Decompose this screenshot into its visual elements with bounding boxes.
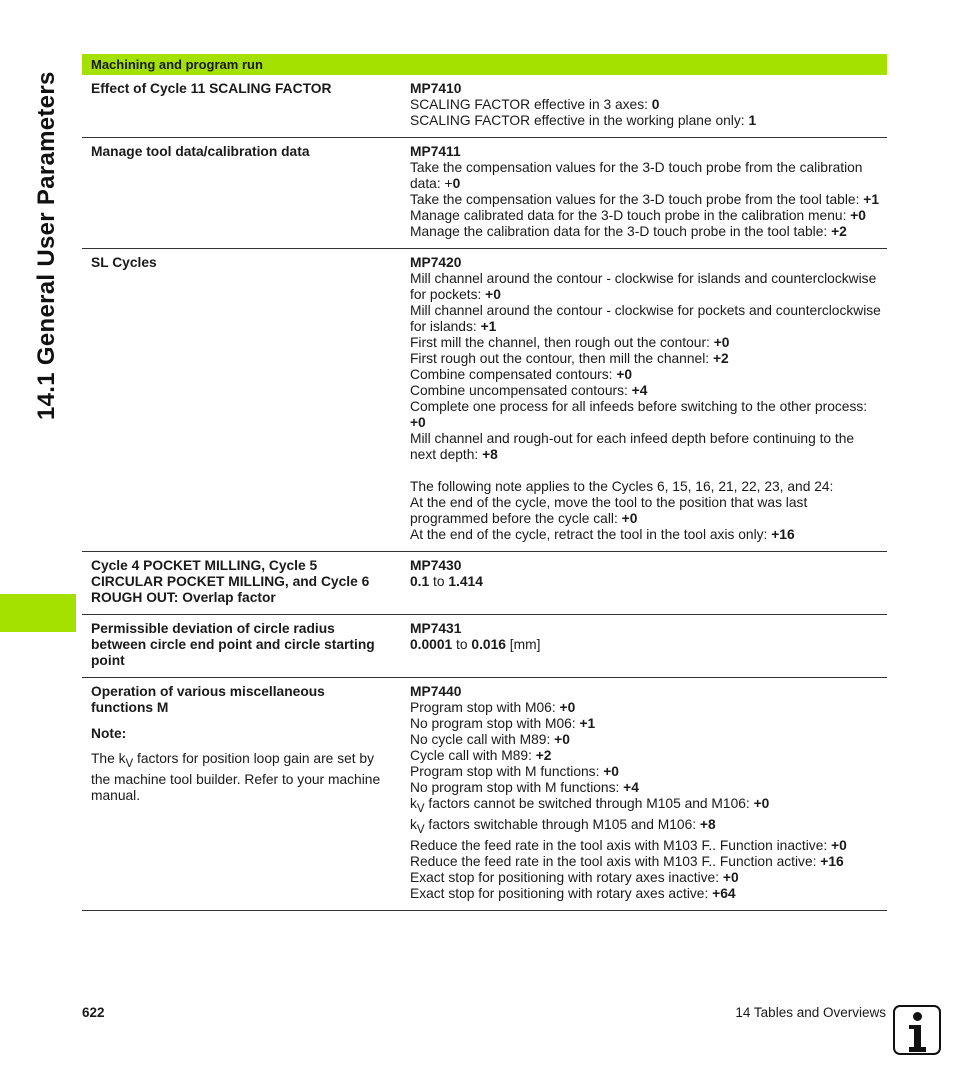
value-range: 0.0001 to 0.016 [mm] [410,637,541,652]
value-line: $k_V$ factors switchable through M105 and M106: +8 [410,816,716,836]
row-label: Manage tool data/calibration data [91,144,310,159]
value-line: No program stop with M06: +1 [410,716,596,731]
row-value [392,75,887,137]
note-title: Note: [91,726,127,741]
value-line: Exact stop for positioning with rotary axes inactive: +0 [410,869,739,885]
value-line: Program stop with M06: +0 [410,700,576,715]
table-row [82,615,887,678]
page-number: 622 [82,1005,105,1020]
row-value [392,138,887,248]
value-range: 0.1 to 1.414 [410,574,483,589]
value-line: Take the compensation values for the 3-D touch probe from the calibration data: +0 [410,160,863,191]
table-row [82,552,887,615]
value-line: First rough out the contour, then mill the channel: +2 [410,351,729,366]
value-line: SCALING FACTOR effective in 3 axes: 0 [410,97,660,112]
value-line: At the end of the cycle, retract the tool in the tool axis only: +16 [410,527,795,542]
table-header: Machining and program run [82,54,887,75]
chapter-side-title [30,50,64,420]
row-label: Permissible deviation of circle radius between circle end point and circle starting point [91,621,375,668]
row-label: Effect of Cycle 11 SCALING FACTOR [91,81,332,96]
value-line: Mill channel around the contour - clockwise for islands and counterclockwise for pockets: +0 [410,271,877,302]
note-text: The $k_V$ factors for position loop gain are set by the machine tool builder. Refer to your machine manual. [91,751,381,803]
info-icon [893,1005,941,1055]
table-row [82,249,887,552]
value-line: Complete one process for all infeeds before switching to the other process: +0 [410,399,868,430]
value-line: Mill channel and rough-out for each infeed depth before continuing to the next depth: +8 [410,431,855,462]
value-line: Reduce the feed rate in the tool axis with M103 F.. Function inactive: +0 [410,837,847,853]
value-line: No cycle call with M89: +0 [410,732,570,747]
value-line: $k_V$ factors cannot be switched through M105 and M106: +0 [410,796,770,815]
row-label-text: Operation of various miscellaneous functions M [91,684,325,715]
value-line: Manage the calibration data for the 3-D touch probe in the tool table: +2 [410,224,847,239]
row-label: SL Cycles [91,255,157,270]
row-value [392,249,887,551]
row-value [392,552,887,614]
value-line: Exact stop for positioning with rotary axes active: +64 [410,885,736,901]
machine-parameter-id: MP7440 [410,684,462,699]
row-value [392,615,887,677]
value-line: Program stop with M functions: +0 [410,764,619,779]
value-line: Mill channel around the contour - clockwise for pockets and counterclockwise for islands: +1 [410,303,881,334]
row-label [82,678,392,910]
chapter-tab-marker [0,594,76,632]
value-line: Combine uncompensated contours: +4 [410,383,648,398]
row-label: Cycle 4 POCKET MILLING, Cycle 5 CIRCULAR POCKET MILLING, and Cycle 6 ROUGH OUT: Overlap factor [91,558,370,605]
machine-parameter-id: MP7431 [410,621,462,636]
value-line: Combine compensated contours: +0 [410,367,633,382]
machine-parameter-id: MP7411 [410,144,461,159]
value-line: Cycle call with M89: +2 [410,748,552,763]
table-row [82,75,887,138]
machine-parameter-id: MP7430 [410,558,462,573]
value-line: No program stop with M functions: +4 [410,780,639,795]
footer-chapter-title: 14 Tables and Overviews [735,1005,886,1020]
chapter-side-title-text: 14.1 General User Parameters [33,71,60,420]
machine-parameter-id: MP7410 [410,81,462,96]
value-line: Reduce the feed rate in the tool axis with M103 F.. Function active: +16 [410,853,844,869]
row-value [392,678,887,910]
machine-parameter-id: MP7420 [410,255,462,270]
table-row [82,678,887,911]
value-line: Manage calibrated data for the 3-D touch probe in the calibration menu: +0 [410,208,866,223]
value-line: SCALING FACTOR effective in the working plane only: 1 [410,113,757,128]
value-line: Take the compensation values for the 3-D touch probe from the tool table: +1 [410,192,879,207]
note-intro: The following note applies to the Cycles 6, 15, 16, 21, 22, 23, and 24: [410,479,834,494]
value-line: First mill the channel, then rough out the contour: +0 [410,335,730,350]
value-line: At the end of the cycle, move the tool to the position that was last programmed before the cycle call: +0 [410,495,808,526]
table-row [82,138,887,249]
parameters-table [82,54,887,911]
